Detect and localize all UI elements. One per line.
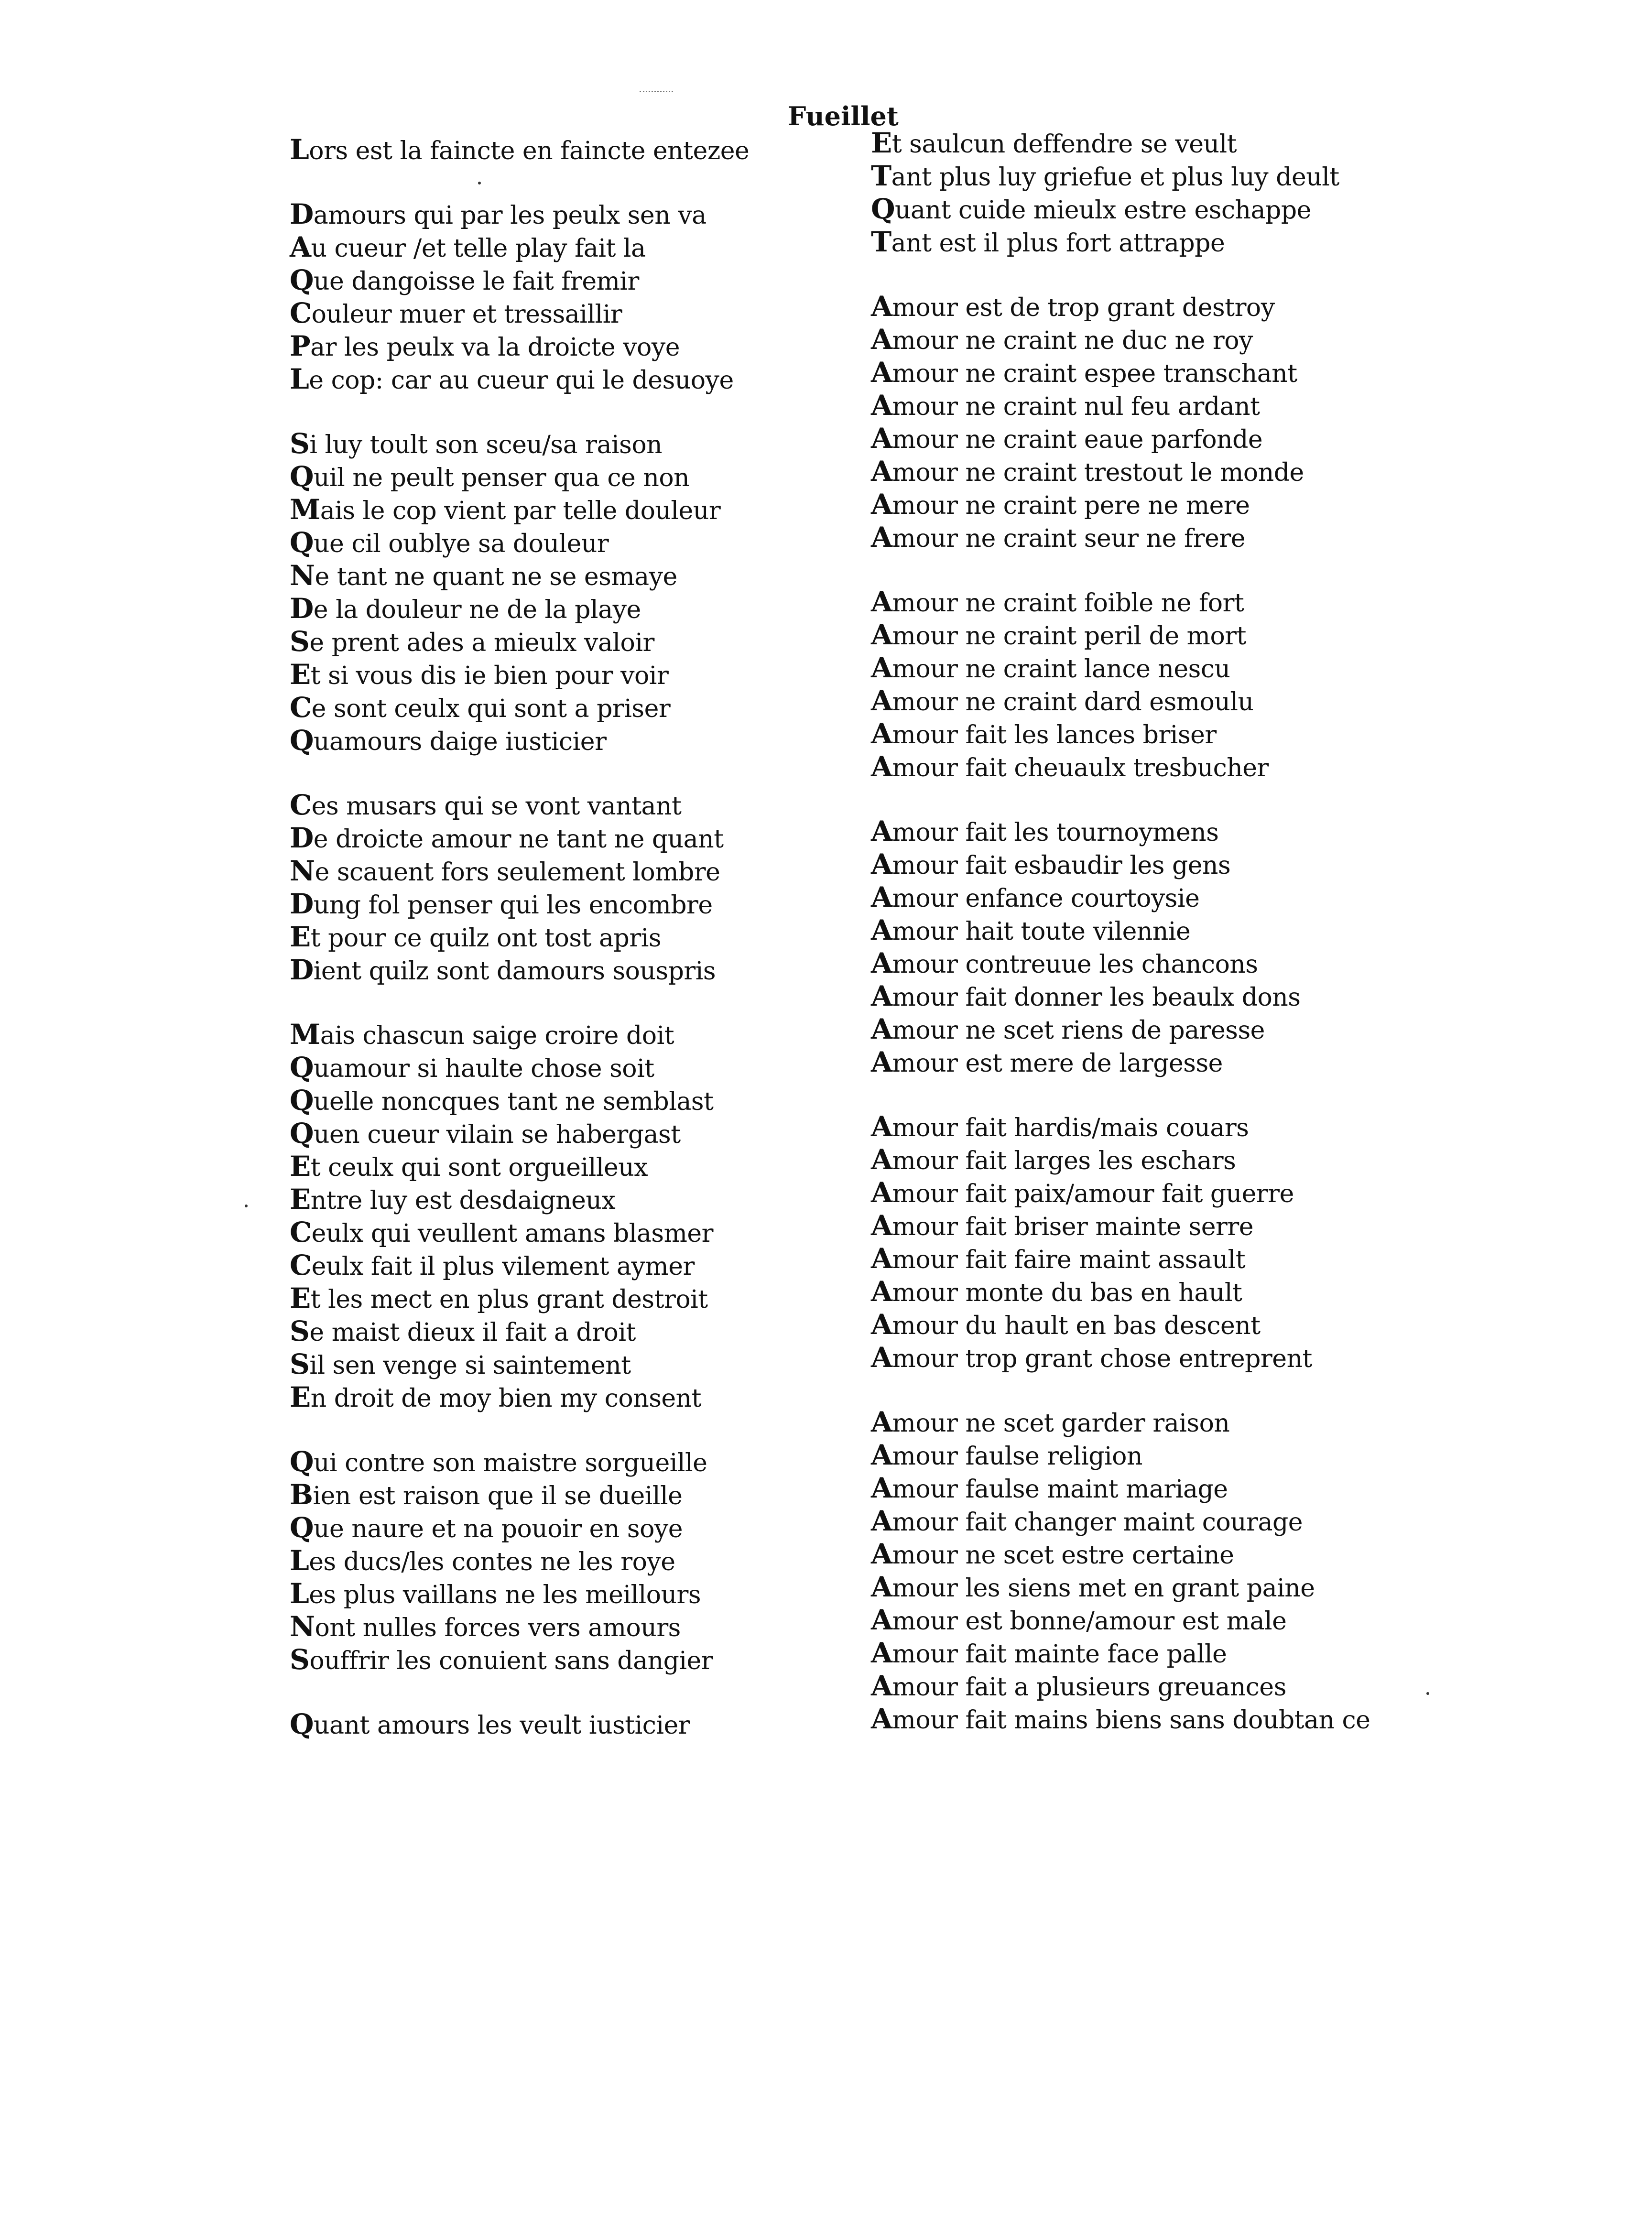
verse-line: Que naure et na pouoir en soye: [290, 1511, 683, 1544]
verse-line: Amour ne craint dard esmoulu: [871, 684, 1254, 717]
verse-line: Sil sen venge si saintement: [290, 1348, 631, 1380]
verse-line: Qui contre son maistre sorgueille: [290, 1445, 707, 1478]
verse-line: Amour fait larges les eschars: [871, 1143, 1236, 1176]
verse-line: Amour faulse religion: [871, 1439, 1142, 1471]
verse-line: Amour est de trop grant destroy: [871, 290, 1275, 323]
verse-line: Couleur muer et tressaillir: [290, 297, 622, 329]
verse-line: Amour hait toute vilennie: [871, 914, 1191, 946]
verse-line: Ces musars qui se vont vantant: [290, 789, 682, 821]
verse-line: Damours qui par les peulx sen va: [290, 198, 706, 230]
verse-line: Amour ne craint pere ne mere: [871, 488, 1250, 521]
verse-line: Amour fait les lances briser: [871, 717, 1217, 750]
verse-line: Amour est mere de largesse: [871, 1046, 1223, 1078]
verse-line: Quelle noncques tant ne semblast: [290, 1084, 714, 1117]
verse-line: Que cil oublye sa douleur: [290, 526, 609, 559]
verse-line: Par les peulx va la droicte voye: [290, 330, 680, 362]
stanza: [871, 127, 1397, 259]
verse-line: Se prent ades a mieulx valoir: [290, 625, 654, 658]
verse-line: Quen cueur vilain se habergast: [290, 1117, 681, 1150]
verse-line: Amour ne craint foible ne fort: [871, 586, 1244, 618]
verse-line: Amour ne scet riens de paresse: [871, 1013, 1265, 1045]
verse-line: Et les mect en plus grant destroit: [290, 1282, 708, 1314]
verse-line: Amour fait hardis/mais couars: [871, 1110, 1249, 1143]
stanza: [871, 291, 1397, 554]
verse-line: Si luy toult son sceu/sa raison: [290, 427, 663, 460]
verse-line: Quil ne peult penser qua ce non: [290, 460, 690, 493]
verse-line: Dung fol penser qui les encombre: [290, 888, 713, 920]
verse-line: Et pour ce quilz ont tost apris: [290, 921, 662, 953]
stanza: [290, 789, 815, 987]
verse-line: Amour fait a plusieurs greuances: [871, 1670, 1286, 1702]
verse-line: Ne scauent fors seulement lombre: [290, 855, 720, 887]
verse-line: Quant amours les veult iusticier: [290, 1708, 690, 1740]
verse-line: Entre luy est desdaigneux: [290, 1183, 616, 1216]
verse-line: Ce sont ceulx qui sont a priser: [290, 691, 671, 724]
ink-speck: [245, 1205, 248, 1207]
right-column: [871, 127, 1397, 1736]
stanza: [871, 1111, 1397, 1375]
verse-line: Amour ne craint eaue parfonde: [871, 422, 1263, 455]
verse-line: Amour fait cheuaulx tresbucher: [871, 750, 1269, 783]
verse-line: De la douleur ne de la playe: [290, 592, 641, 625]
verse-line: Les plus vaillans ne les meillours: [290, 1577, 701, 1610]
verse-line: Amour ne scet garder raison: [871, 1406, 1230, 1438]
verse-line: Amour ne craint ne duc ne roy: [871, 323, 1253, 356]
verse-line: Amour enfance courtoysie: [871, 881, 1200, 913]
verse-line: Amour contreuue les chancons: [871, 947, 1258, 979]
verse-line: Amour fait esbaudir les gens: [871, 848, 1231, 880]
verse-line: Quant cuide mieulx estre eschappe: [871, 193, 1311, 225]
folio-heading: Fueillet: [788, 101, 899, 131]
verse-line: Amour ne craint espee transchant: [871, 356, 1297, 389]
verse-line: Amour fait paix/amour fait guerre: [871, 1176, 1294, 1209]
page-mark: [640, 91, 673, 95]
verse-line: Amour faulse maint mariage: [871, 1472, 1228, 1504]
verse-line: Et si vous dis ie bien pour voir: [290, 658, 669, 691]
verse-line: Dient quilz sont damours souspris: [290, 954, 716, 986]
verse-line: Amour fait les tournoymens: [871, 815, 1219, 847]
verse-line: Mais chascun saige croire doit: [290, 1018, 674, 1051]
verse-line: Amour les siens met en grant paine: [871, 1571, 1315, 1603]
verse-line: Amour est bonne/amour est male: [871, 1604, 1287, 1636]
verse-line: Nont nulles forces vers amours: [290, 1610, 681, 1643]
verse-line: Amour ne scet estre certaine: [871, 1538, 1234, 1570]
verse-line: Amour ne craint lance nescu: [871, 651, 1230, 684]
stanza: [871, 1406, 1397, 1736]
verse-line: Quamours daige iusticier: [290, 724, 607, 757]
verse-line: Ceulx qui veullent amans blasmer: [290, 1216, 714, 1248]
verse-line: Le cop: car au cueur qui le desuoye: [290, 363, 734, 395]
stanza: [290, 198, 815, 396]
verse-line: Amour ne craint seur ne frere: [871, 521, 1245, 554]
verse-line: Amour fait donner les beaulx dons: [871, 980, 1301, 1012]
verse-line: Et ceulx qui sont orgueilleux: [290, 1150, 648, 1183]
verse-line: Ceulx fait il plus vilement aymer: [290, 1249, 695, 1281]
verse-line: Lors est la faincte en faincte entezee: [290, 133, 750, 166]
verse-line: Bien est raison que il se dueille: [290, 1478, 683, 1511]
verse-line: Et saulcun deffendre se veult: [871, 127, 1237, 159]
stanza: [290, 1708, 815, 1741]
left-column: [290, 134, 815, 1741]
stanza: [290, 428, 815, 758]
verse-line: Tant plus luy griefue et plus luy deult: [871, 160, 1339, 192]
stanza: [290, 134, 815, 167]
verse-line: Amour du hault en bas descent: [871, 1308, 1261, 1341]
stanza: [871, 586, 1397, 784]
verse-line: Ne tant ne quant ne se esmaye: [290, 559, 677, 592]
verse-line: Tant est il plus fort attrappe: [871, 226, 1225, 258]
verse-line: Amour fait changer maint courage: [871, 1505, 1303, 1537]
verse-line: Quamour si haulte chose soit: [290, 1051, 654, 1084]
stanza: [871, 815, 1397, 1079]
verse-line: Amour monte du bas en hault: [871, 1275, 1242, 1308]
verse-line: Se maist dieux il fait a droit: [290, 1315, 636, 1347]
stanza: [290, 1446, 815, 1677]
verse-line: Mais le cop vient par telle douleur: [290, 493, 721, 526]
verse-line: Amour fait faire maint assault: [871, 1242, 1246, 1275]
verse-line: Amour ne craint trestout le monde: [871, 455, 1304, 488]
verse-line: Amour fait briser mainte serre: [871, 1209, 1254, 1242]
verse-line: Amour ne craint nul feu ardant: [871, 389, 1260, 422]
verse-line: En droit de moy bien my consent: [290, 1381, 702, 1413]
verse-line: Amour ne craint peril de mort: [871, 619, 1246, 651]
verse-line: Les ducs/les contes ne les roye: [290, 1544, 675, 1577]
ink-speck: [1426, 1692, 1429, 1695]
verse-line: De droicte amour ne tant ne quant: [290, 822, 724, 854]
verse-line: Amour trop grant chose entreprent: [871, 1341, 1312, 1374]
verse-line: Amour fait mainte face palle: [871, 1637, 1227, 1669]
verse-line: Au cueur /et telle play fait la: [290, 231, 646, 263]
stanza: [290, 1019, 815, 1414]
verse-line: Amour fait mains biens sans doubtan ce: [871, 1703, 1370, 1735]
verse-line: Que dangoisse le fait fremir: [290, 264, 639, 296]
verse-line: Souffrir les conuient sans dangier: [290, 1643, 713, 1676]
